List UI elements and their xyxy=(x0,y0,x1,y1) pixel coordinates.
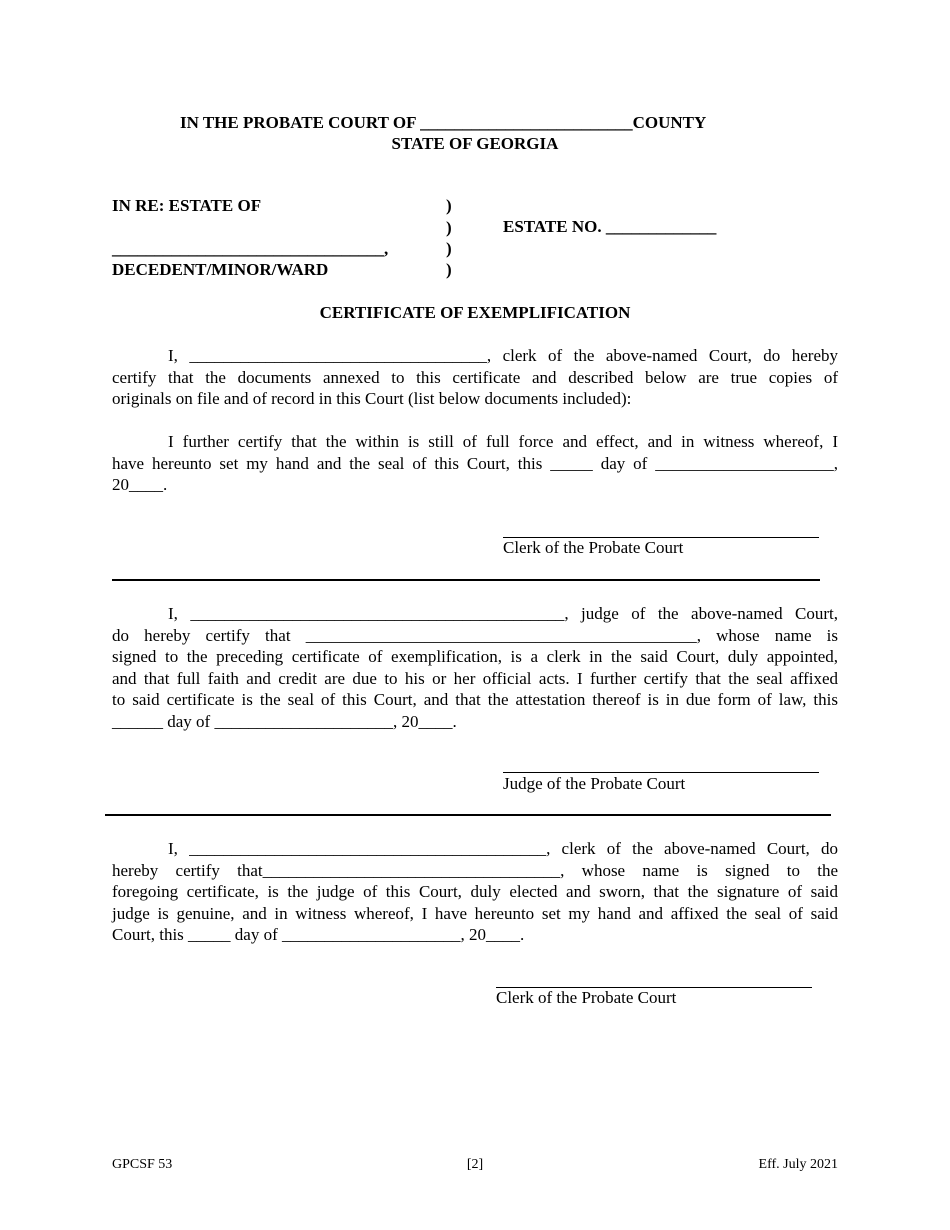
clerk-attestation-signature-label: Clerk of the Probate Court xyxy=(496,988,677,1007)
estate-name-blank[interactable]: ________________________________, xyxy=(112,239,389,258)
paragraph-line: to said certificate is the seal of this Court, and that the attestation thereof is in due form of law, this xyxy=(112,690,838,709)
in-re-label: IN RE: ESTATE OF xyxy=(112,196,262,215)
paragraph-line: certify that the documents annexed to this certificate and described below are true copies of xyxy=(112,367,838,387)
section-divider xyxy=(105,814,831,816)
paragraph-line: ______ day of _____________________, 20____. xyxy=(112,711,457,731)
caption-paren: ) xyxy=(446,218,452,237)
paragraph-line: do hereby certify that ______________________________________________, whose name is xyxy=(112,625,838,645)
caption-paren: ) xyxy=(446,196,452,215)
effective-date: Eff. July 2021 xyxy=(758,1157,838,1172)
estate-number-field[interactable]: ESTATE NO. _____________ xyxy=(503,217,717,236)
paragraph-line: I, ___________________________________, clerk of the above-named Court, do hereby xyxy=(168,346,838,365)
caption-paren: ) xyxy=(446,239,452,258)
clerk-certification-paragraph xyxy=(112,345,838,410)
section-divider xyxy=(112,579,820,581)
decedent-label: DECEDENT/MINOR/WARD xyxy=(112,260,329,279)
paragraph-line: and that full faith and credit are due to his or her official acts. I further certify that the seal affixed xyxy=(112,668,838,688)
page-number: [2] xyxy=(466,1157,484,1172)
paragraph-line: I further certify that the within is still of full force and effect, and in witness whereof, I xyxy=(168,432,838,451)
paragraph-line: hereby certify that___________________________________, whose name is signed to the xyxy=(112,860,838,880)
paragraph-line: Court, this _____ day of _____________________, 20____. xyxy=(112,925,525,944)
paragraph-line: originals on file and of record in this Court (list below documents included): xyxy=(112,389,632,408)
form-id: GPCSF 53 xyxy=(112,1157,173,1172)
paragraph-line: I, ____________________________________________, judge of the above-named Court, xyxy=(168,604,838,623)
clerk-signature-label: Clerk of the Probate Court xyxy=(503,538,684,557)
judge-signature-label: Judge of the Probate Court xyxy=(503,774,686,793)
clerk-attestation-paragraph xyxy=(112,838,838,946)
paragraph-line: I, __________________________________________, clerk of the above-named Court, do xyxy=(168,839,838,858)
court-header-line1: IN THE PROBATE COURT OF _________________________COUNTY xyxy=(180,113,707,132)
paragraph-line: judge is genuine, and in witness whereof, I have hereunto set my hand and affixed the seal of said xyxy=(112,903,838,923)
paragraph-line: have hereunto set my hand and the seal of this Court, this _____ day of _____________________, xyxy=(112,453,838,473)
caption-paren: ) xyxy=(446,260,452,279)
judge-certification-paragraph xyxy=(112,603,838,732)
paragraph-line: foregoing certificate, is the judge of this Court, duly elected and sworn, that the signature of said xyxy=(112,882,838,901)
witness-paragraph xyxy=(112,431,838,496)
judge-signature-line[interactable] xyxy=(503,772,819,773)
county-name-blank[interactable]: _________________________ xyxy=(420,113,633,132)
paragraph-line: signed to the preceding certificate of exemplification, is a clerk in the said Court, duly appointed, xyxy=(112,647,838,666)
paragraph-line: 20____. xyxy=(112,475,168,494)
court-header-line2: STATE OF GEORGIA xyxy=(391,134,559,153)
certificate-title: CERTIFICATE OF EXEMPLIFICATION xyxy=(319,303,631,322)
